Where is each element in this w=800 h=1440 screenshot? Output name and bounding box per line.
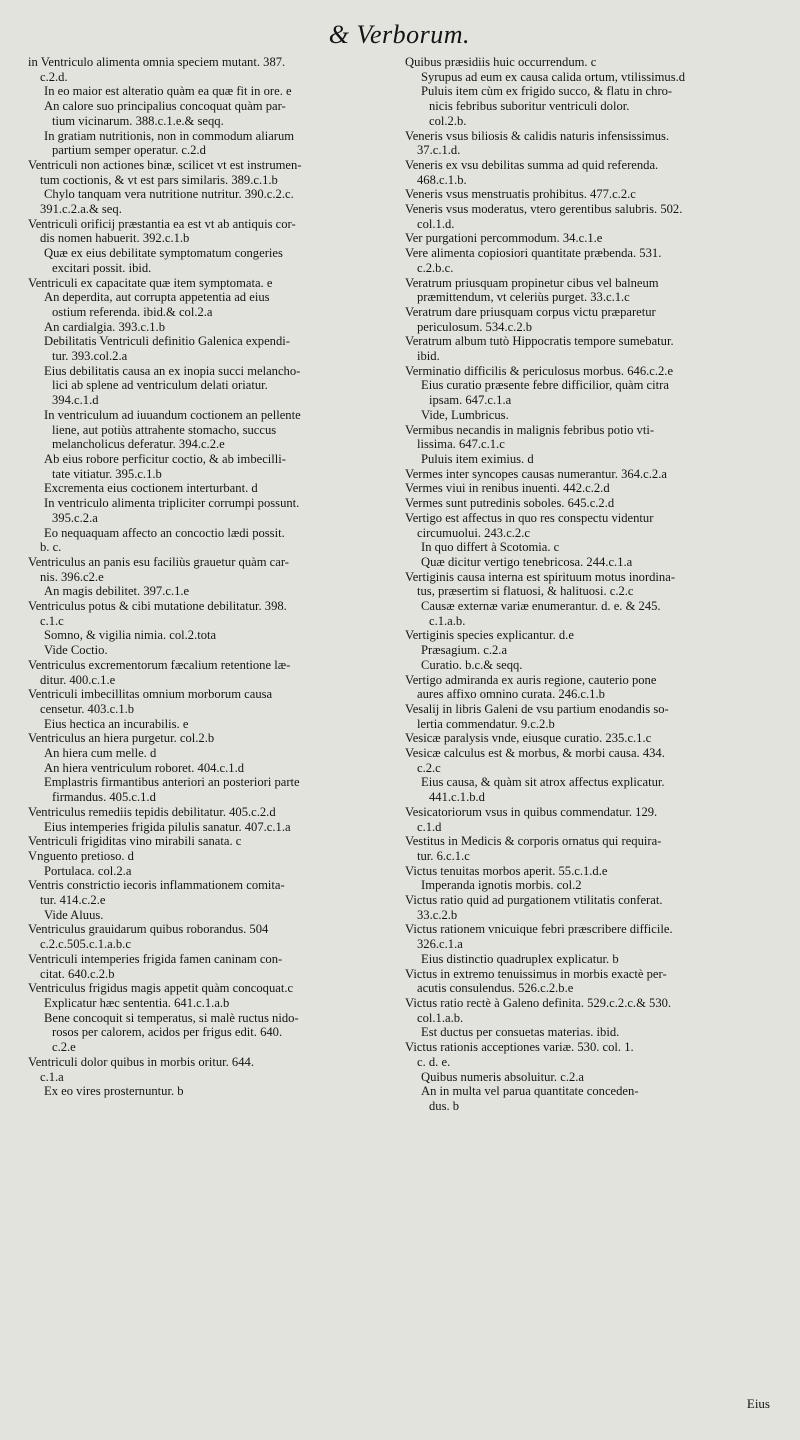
- index-entry: Eo nequaquam affecto an concoctio lædi possit.: [44, 525, 285, 540]
- index-entry: Ventriculi ex capacitate quæ item symptomata. e: [28, 275, 273, 290]
- index-entry: 468.c.1.b.: [417, 172, 467, 187]
- index-entry: Ventriculus an hiera purgetur. col.2.b: [28, 731, 215, 746]
- index-entry: Verminatio difficilis & periculosus morbus. 646.c.2.e: [405, 363, 674, 378]
- index-entry: Eius distinctio quadruplex explicatur. b: [421, 951, 619, 966]
- index-entry: nis. 396.c2.e: [40, 569, 104, 584]
- index-entry: Præsagium. c.2.a: [421, 643, 508, 658]
- index-entry: In ventriculo alimenta tripliciter corrumpi possunt.: [44, 496, 300, 511]
- index-entry: Vermes viui in renibus inuenti. 442.c.2.d: [405, 481, 610, 496]
- index-entry: 441.c.1.b.d: [429, 790, 485, 805]
- index-entry: Ventriculi dolor quibus in morbis oritur. 644.: [28, 1054, 254, 1069]
- index-entry: in Ventriculo alimenta omnia speciem mutant. 387.: [28, 55, 286, 69]
- index-entry: Quæ ex eius debilitate symptomatum congeries: [44, 246, 283, 261]
- index-entry: Vesalij in libris Galeni de vsu partium enodandis so-: [405, 701, 669, 716]
- index-entry: Ventriculi non actiones binæ, scilicet vt est instrumen-: [28, 157, 302, 172]
- index-entry: Vide Aluus.: [44, 907, 104, 922]
- index-entry: tum coctionis, & vt est pars similaris. 389.c.1.b: [40, 172, 278, 187]
- index-entry: c.1.a.b.: [429, 613, 466, 628]
- index-entry: An magis debilitet. 397.c.1.e: [44, 584, 190, 599]
- index-entry: Vesicæ calculus est & morbus, & morbi causa. 434.: [405, 746, 665, 761]
- index-entry: Excrementa eius coctionem interturbant. d: [44, 481, 258, 496]
- index-entry: tur. 6.c.1.c: [417, 848, 470, 863]
- index-entry: Somno, & vigilia nimia. col.2.tota: [44, 628, 217, 643]
- index-entry: c.2.d.: [40, 69, 68, 84]
- index-entry: nicis febribus suboritur ventriculi dolor.: [429, 99, 630, 114]
- index-entry: firmandus. 405.c.1.d: [52, 790, 156, 805]
- index-entry: Explicatur hæc sententia. 641.c.1.a.b: [44, 996, 230, 1010]
- index-entry: c.1.a: [40, 1069, 64, 1084]
- catchword: Eius: [746, 1396, 770, 1411]
- index-entry: 395.c.2.a: [52, 510, 98, 525]
- index-entry: Veratrum priusquam propinetur cibus vel balneum: [405, 275, 659, 290]
- index-entry: Quæ dicitur vertigo tenebricosa. 244.c.1.a: [421, 554, 633, 569]
- index-entry: Quibus præsidiis huic occurrendum. c: [405, 55, 597, 69]
- index-entry: liene, aut potiùs attrahente stomacho, succus: [52, 422, 277, 437]
- index-entry: In quo differt à Scotomia. c: [421, 540, 560, 555]
- index-entry: citat. 640.c.2.b: [40, 966, 115, 981]
- index-entry: Ventris constrictio iecoris inflammationem comita-: [28, 878, 285, 893]
- index-entry: Vertigo admiranda ex auris regione, cauterio pone: [405, 672, 657, 687]
- index-entry: Victus in extremo tenuissimus in morbis exactè per-: [405, 966, 667, 981]
- index-entry: Victus tenuitas morbos aperit. 55.c.1.d.e: [405, 863, 608, 878]
- index-entry: circumuolui. 243.c.2.c: [417, 525, 530, 540]
- index-entry: c. d. e.: [417, 1054, 451, 1069]
- index-entry: An cardialgia. 393.c.1.b: [44, 319, 165, 334]
- index-entry: Vermibus necandis in malignis febribus potio vti-: [405, 422, 655, 437]
- index-entry: dis nomen habuerit. 392.c.1.b: [40, 231, 190, 246]
- index-entry: Vertigo est affectus in quo res conspectu videntur: [405, 510, 654, 525]
- index-entry: Bene concoquit si temperatus, si malè ructus nido-: [44, 1010, 299, 1025]
- index-entry: Imperanda ignotis morbis. col.2: [421, 878, 582, 893]
- index-entry: Eius curatio præsente febre difficilior, quàm citra: [421, 378, 669, 393]
- index-entry: Eius intemperies frigida pilulis sanatur. 407.c.1.a: [44, 819, 291, 834]
- index-entry: præmittendum, vt celeriùs purget. 33.c.1.c: [417, 290, 630, 305]
- index-entry: ibid.: [417, 349, 440, 364]
- index-entry: Syrupus ad eum ex causa calida ortum, vtilissimus.d: [421, 69, 686, 84]
- index-column-right: [405, 55, 767, 1114]
- index-entry: Victus rationem vnicuique febri præscribere difficile.: [405, 922, 673, 937]
- index-entry: Chylo tanquam vera nutritione nutritur. 390.c.2.c.: [44, 187, 294, 202]
- index-entry: Vermes sunt putredinis soboles. 645.c.2.d: [405, 496, 615, 511]
- index-entry: An calore suo principalius concoquat quàm par-: [44, 99, 286, 114]
- index-entry: ipsam. 647.c.1.a: [429, 393, 512, 408]
- index-entry: Ventriculus grauidarum quibus roborandus. 504: [28, 922, 269, 937]
- index-entry: b. c.: [40, 540, 62, 555]
- index-entry: Ab eius robore perficitur coctio, & ab imbecilli-: [44, 451, 286, 466]
- index-entry: Veratrum album tutò Hippocratis tempore sumebatur.: [405, 334, 674, 349]
- index-entry: excitari possit. ibid.: [52, 260, 152, 275]
- index-entry: 326.c.1.a: [417, 937, 463, 952]
- index-entry: Veneris vsus menstruatis prohibitus. 477.c.2.c: [405, 187, 636, 202]
- index-entry: rosos per calorem, acidos per frigus edit. 640.: [52, 1025, 283, 1040]
- index-entry: Victus rationis acceptiones variæ. 530. col. 1.: [405, 1040, 634, 1055]
- index-entry: melancholicus deferatur. 394.c.2.e: [52, 437, 225, 452]
- index-entry: Est ductus per consuetas materias. ibid.: [421, 1025, 620, 1040]
- index-entry: 33.c.2.b: [417, 907, 458, 922]
- index-entry: Vide, Lumbricus.: [421, 407, 509, 422]
- index-entry: Victus ratio rectè à Galeno definita. 529.c.2.c.& 530.: [405, 996, 672, 1010]
- index-entry: col.1.a.b.: [417, 1010, 464, 1025]
- index-entry: Eius hectica an incurabilis. e: [44, 716, 189, 731]
- running-title: & Verborum.: [328, 20, 470, 49]
- index-entry: Veratrum dare priusquam corpus victu præparetur: [405, 304, 656, 319]
- index-entry: Curatio. b.c.& seqq.: [421, 657, 523, 672]
- index-entry: 37.c.1.d.: [417, 143, 461, 158]
- index-entry: Vermes inter syncopes causas numerantur. 364.c.2.a: [405, 466, 667, 481]
- index-entry: Ventriculi frigiditas vino mirabili sanata. c: [28, 834, 242, 849]
- index-entry: In gratiam nutritionis, non in commodum aliarum: [44, 128, 295, 143]
- index-entry: c.2.b.c.: [417, 260, 454, 275]
- index-entry: An hiera cum melle. d: [44, 746, 157, 761]
- index-entry: censetur. 403.c.1.b: [40, 701, 135, 716]
- index-entry: ditur. 400.c.1.e: [40, 672, 116, 687]
- index-entry: 391.c.2.a.& seq.: [40, 202, 122, 217]
- index-entry: 394.c.1.d: [52, 393, 99, 408]
- index-entry: Eius debilitatis causa an ex inopia succi melancho-: [44, 363, 301, 378]
- index-entry: Quibus numeris absoluitur. c.2.a: [421, 1069, 584, 1084]
- index-entry: Ver purgationi percommodum. 34.c.1.e: [405, 231, 603, 246]
- index-entry: Portulaca. col.2.a: [44, 863, 132, 878]
- index-entry: lissima. 647.c.1.c: [417, 437, 505, 452]
- index-entry: c.1.d: [417, 819, 442, 834]
- index-entry: An hiera ventriculum roboret. 404.c.1.d: [44, 760, 245, 775]
- index-entry: Ventriculus frigidus magis appetit quàm concoquat.c: [28, 981, 294, 996]
- index-entry: Eius causa, & quàm sit atrox affectus explicatur.: [421, 775, 665, 790]
- index-entry: Ventriculi intemperies frigida famen caninam con-: [28, 951, 283, 966]
- index-entry: An in multa vel parua quantitate conceden-: [421, 1084, 639, 1099]
- index-entry: col.2.b.: [429, 113, 467, 128]
- index-entry: c.2.c: [417, 760, 441, 775]
- index-entry: col.1.d.: [417, 216, 455, 231]
- index-entry: lici ab splene ad ventriculum delati oriatur.: [52, 378, 268, 393]
- index-entry: dus. b: [429, 1098, 460, 1113]
- index-entry: acutis consulendus. 526.c.2.b.e: [417, 981, 574, 996]
- index-entry: Ventriculus remediis tepidis debilitatur. 405.c.2.d: [28, 804, 276, 819]
- index-entry: An deperdita, aut corrupta appetentia ad eius: [44, 290, 270, 305]
- index-entry: c.2.c.505.c.1.a.b.c: [40, 937, 131, 952]
- index-entry: periculosum. 534.c.2.b: [417, 319, 533, 334]
- index-entry: Veneris ex vsu debilitas summa ad quid referenda.: [405, 157, 659, 172]
- index-entry: Ventriculus an panis esu faciliùs grauetur quàm car-: [28, 554, 289, 569]
- index-entry: Ex eo vires prosternuntur. b: [44, 1084, 184, 1099]
- index-entry: c.2.e: [52, 1040, 76, 1055]
- index-entry: tus, præsertim si flatuosi, & halituosi. c.2.c: [417, 584, 634, 599]
- index-entry: Vertiginis species explicantur. d.e: [405, 628, 574, 643]
- index-entry: Vestitus in Medicis & corporis ornatus qui requira-: [405, 834, 662, 849]
- index-entry: tur. 414.c.2.e: [40, 893, 106, 908]
- index-entry: Ventriculus potus & cibi mutatione debilitatur. 398.: [28, 599, 287, 614]
- page-header: [0, 20, 800, 50]
- index-entry: Vesicæ paralysis vnde, eiusque curatio. 235.c.1.c: [405, 731, 652, 746]
- index-entry: Debilitatis Ventriculi definitio Galenica expendi-: [44, 334, 290, 349]
- index-entry: Victus ratio quid ad purgationem vtilitatis conferat.: [405, 893, 663, 908]
- index-entry: Puluis item cùm ex frigido succo, & flatu in chro-: [421, 84, 673, 99]
- index-entry: Vide Coctio.: [44, 643, 108, 658]
- index-entry: lertia commendatur. 9.c.2.b: [417, 716, 555, 731]
- index-entry: Vnguento pretioso. d: [28, 848, 134, 863]
- index-entry: tur. 393.col.2.a: [52, 349, 128, 364]
- index-entry: Ventriculi imbecillitas omnium morborum causa: [28, 687, 273, 702]
- index-entry: In ventriculum ad iuuandum coctionem an pellente: [44, 407, 301, 422]
- index-entry: Veneris vsus moderatus, vtero gerentibus salubris. 502.: [405, 202, 683, 217]
- index-entry: Vesicatoriorum vsus in quibus commendatur. 129.: [405, 804, 658, 819]
- index-entry: Ventriculi orificij præstantia ea est vt ab antiquis cor-: [28, 216, 296, 231]
- index-entry: tate vitiatur. 395.c.1.b: [52, 466, 162, 481]
- index-entry: Vere alimenta copiosiori quantitate præbenda. 531.: [405, 246, 662, 261]
- index-entry: Emplastris firmantibus anteriori an posteriori parte: [44, 775, 300, 790]
- index-entry: tium vicinarum. 388.c.1.e.& seqq.: [52, 113, 224, 128]
- index-entry: aures affixo omnino curata. 246.c.1.b: [417, 687, 605, 702]
- index-column-left: [28, 55, 390, 1099]
- index-entry: In eo maior est alteratio quàm ea quæ fit in ore. e: [44, 84, 292, 99]
- index-entry: Causæ externæ variæ enumerantur. d. e. & 245.: [421, 599, 661, 614]
- index-entry: Ventriculus excrementorum fæcalium retentione læ-: [28, 657, 291, 672]
- index-entry: ostium referenda. ibid.& col.2.a: [52, 304, 213, 319]
- index-entry: partium semper operatur. c.2.d: [52, 143, 206, 158]
- index-entry: Veneris vsus biliosis & calidis naturis infensissimus.: [405, 128, 670, 143]
- index-entry: Vertiginis causa interna est spirituum motus inordina-: [405, 569, 676, 584]
- index-entry: c.1.c: [40, 613, 64, 628]
- index-entry: Puluis item eximius. d: [421, 451, 534, 466]
